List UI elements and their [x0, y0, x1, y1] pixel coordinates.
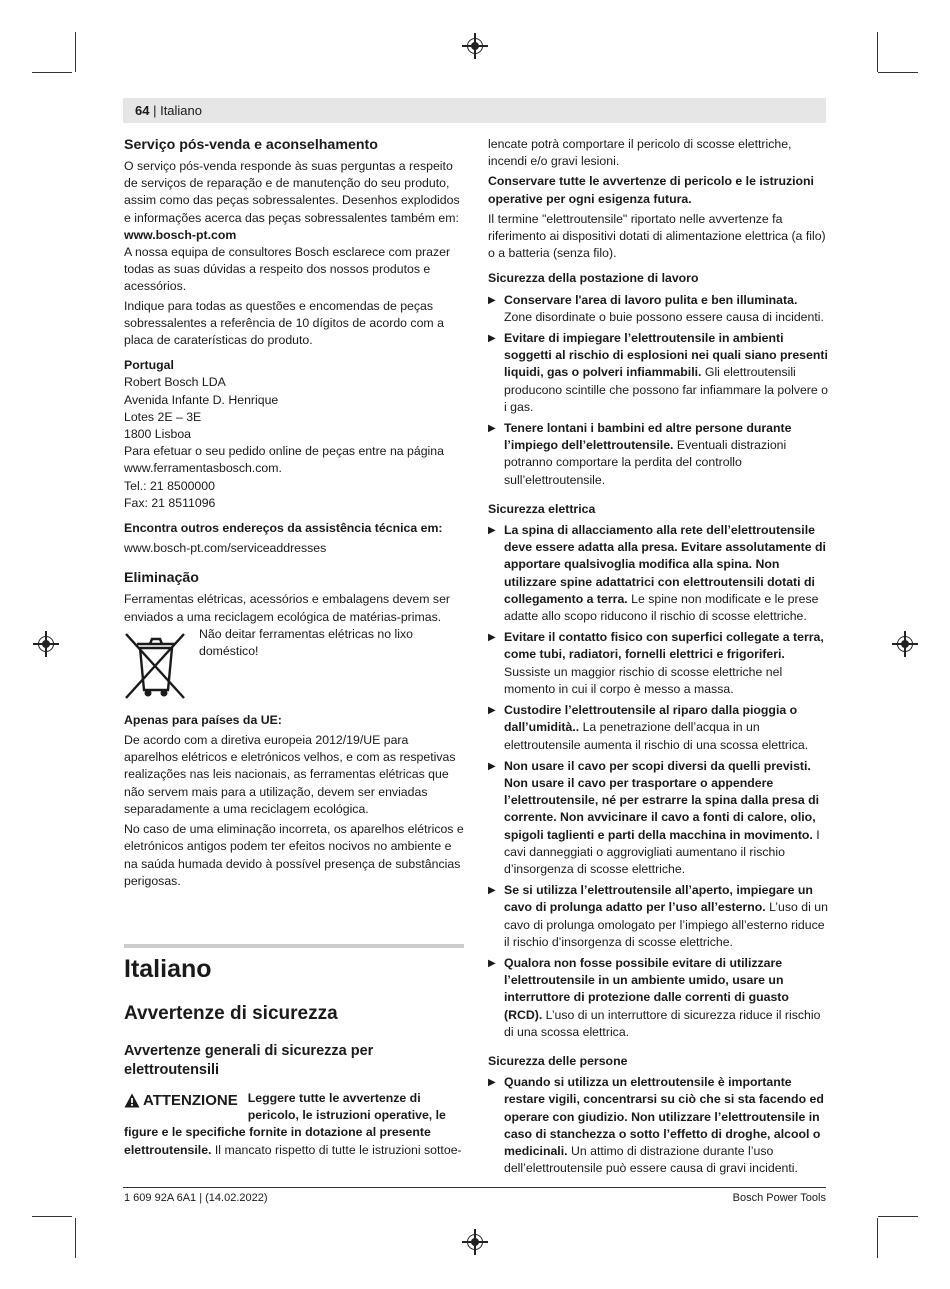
bullet-text: Le spine non modificate e le prese adatte allo scopo riducono il rischio di scosse elettriche.: [504, 591, 819, 624]
bullet-item: [488, 758, 828, 878]
bullet-bold-text: Tenere lontani i bambini ed altre persone durante l’impiego dell’elettroutensile.: [504, 421, 792, 453]
service-paragraph-3: Indique para todas as questões e encomendas de peças sobressalentes a referência de 10 dígitos de acordo com a placa de caraterísticas do produto.: [124, 298, 444, 348]
bullet-arrow-icon: ▶: [488, 957, 496, 969]
warning-label: ATTENZIONE: [143, 1091, 238, 1109]
bullet-item: [488, 330, 828, 416]
persons-heading: Sicurezza delle persone: [488, 1053, 628, 1068]
continued-text: lencate potrà comportare il pericolo di scosse elettriche, incendi e/o gravi lesioni.: [488, 137, 792, 169]
bullet-arrow-icon: ▶: [488, 525, 496, 537]
warning-bold-text: Leggere tutte le avvertenze di pericolo, le istruzioni operative, le figure e le specifiche fornite in dotazione al presente elettroutensile.: [124, 1090, 446, 1157]
bullet-bold-text: Custodire l’elettroutensile al riparo dalla pioggia o dall’umidità..: [504, 703, 798, 735]
service-link[interactable]: www.bosch-pt.com: [124, 227, 237, 242]
bullet-arrow-icon: ▶: [488, 333, 496, 345]
disposal-paragraph: Ferramentas elétricas, acessórios e embalagens devem ser enviados a uma reciclagem ecológica de matérias-primas.: [124, 592, 451, 624]
disposal-heading: Eliminação: [124, 570, 199, 587]
registration-mark-icon: [467, 1234, 483, 1250]
bullet-text: Zone disordinate o buie possono essere causa di incidenti.: [504, 309, 824, 324]
bullet-arrow-icon: ▶: [488, 705, 496, 717]
bullet-bold-text: Non usare il cavo per scopi diversi da quelli previsti. Non usare il cavo per trasportare o appendere l’elettroutensile, né per estrarre la spina dalla presa di corrente. Non avvicinare il cavo a fonti di calore, olio, spigoli taglienti e parti della macchina in movimento.: [504, 758, 820, 842]
address-line: Robert Bosch LDA: [124, 375, 226, 390]
warning-text: Il mancato rispetto di tutte le istruzioni sottoe-: [211, 1142, 462, 1157]
eu-paragraph-2: No caso de uma eliminação incorreta, os aparelhos elétricos e eletrónicos antigos podem ter efeitos nocivos no ambiente e na saúda humada devido à possível presença de substâncias perigosas.: [124, 822, 464, 888]
bullet-item: [488, 522, 828, 625]
left-column: [124, 136, 464, 1159]
crop-mark: [878, 1216, 918, 1217]
registration-mark-icon: [897, 636, 913, 652]
address-line: Para efetuar o seu pedido online de peças entre na página www.ferramentasbosch.com.: [124, 444, 444, 476]
avvertenze-title: Avvertenze di sicurezza: [124, 1002, 338, 1024]
bullet-item: [488, 955, 828, 1041]
bullet-text: La penetrazione dell’acqua in un elettroutensile aumenta il rischio di una scossa elettrica.: [504, 720, 809, 752]
bullet-item: [488, 629, 828, 698]
other-addresses-url[interactable]: www.bosch-pt.com/serviceaddresses: [124, 541, 327, 556]
page-header-text: [135, 103, 202, 118]
page-number: 64: [135, 103, 150, 118]
address-line: Avenida Infante D. Henrique: [124, 392, 279, 407]
crop-mark: [32, 72, 72, 73]
other-addresses-label: Encontra outros endereços da assistência técnica em:: [124, 521, 443, 536]
general-warnings-title: Avvertenze generali di sicurezza per elettroutensili: [124, 1042, 374, 1078]
weee-block: [124, 626, 464, 710]
electrical-list: [488, 522, 828, 1041]
bullet-item: [488, 420, 828, 489]
portugal-label: Portugal: [124, 358, 174, 373]
page-header: [123, 98, 826, 123]
address-line: Lotes 2E – 3E: [124, 409, 202, 424]
eu-paragraph: De acordo com a diretiva europeia 2012/19/UE para aparelhos elétricos e eletrónicos velhos, e com as respetivas realizações nas leis nacionais, as ferramentas elétricas que não servem mais para a utilização, devem ser enviadas separadamente a uma reciclagem ecológica.: [124, 733, 456, 816]
bullet-text: L’uso di un interruttore di sicurezza riduce il rischio di una scossa elettrica.: [504, 1007, 821, 1039]
service-paragraph: [124, 158, 464, 244]
term-definition: Il termine "elettroutensile" riportato nelle avvertenze fa riferimento ai dispositivi dotati di alimentazione elettrica (a filo) o a batteria (senza filo).: [488, 211, 826, 261]
bullet-text: Eventuali distrazioni potranno comportare la perdita del controllo sull’elettroutensile.: [504, 438, 787, 487]
bullet-bold-text: Quando si utilizza un elettroutensile è importante restare vigili, concentrarsi su ciò che si sta facendo ed operare con giudizio. Non utilizzare l’elettroutensile in caso di stanchezza o sotto l’effetto di droghe, alcool o medicinali.: [504, 1075, 824, 1158]
bullet-text: I cavi danneggiati o aggrovigliati aumentano il rischio d’insorgenza di scosse elettriche.: [504, 827, 820, 876]
crop-mark: [877, 1218, 878, 1258]
persons-list: [488, 1074, 828, 1177]
bullet-text: Un attimo di distrazione durante l’uso dell’elettroutensile può essere causa di gravi incidenti.: [504, 1143, 798, 1176]
workplace-heading: Sicurezza della postazione di lavoro: [488, 271, 699, 286]
address-line: 1800 Lisboa: [124, 427, 192, 442]
bullet-arrow-icon: ▶: [488, 632, 496, 644]
bullet-bold-text: Evitare il contatto fisico con superfici collegate a terra, come tubi, radiatori, fornelli elettrici e frigoriferi.: [504, 630, 824, 662]
header-separator: |: [149, 103, 161, 118]
bullet-arrow-icon: ▶: [488, 294, 496, 306]
service-heading: Serviço pós-venda e aconselhamento: [124, 137, 378, 153]
bullet-item: [488, 292, 828, 326]
header-language: Italiano: [160, 103, 202, 118]
crossed-bin-icon: [124, 630, 188, 702]
section-rule: [124, 944, 464, 948]
bullet-bold-text: Evitare di impiegare l’elettroutensile in ambienti soggetti al rischio di esplosioni nei quali siano presenti liquidi, gas o polveri infiammabili.: [504, 331, 828, 380]
workplace-list: [488, 292, 828, 489]
warning-triangle-icon: [124, 1093, 140, 1108]
keep-instructions: Conservare tutte le avvertenze di pericolo e le istruzioni operative per ogni esigenza futura.: [488, 174, 814, 206]
crop-mark: [877, 32, 878, 72]
bullet-bold-text: La spina di allacciamento alla rete dell’elettroutensile deve essere adatta alla presa. Evitare assolutamente di apportare qualsivoglia modifica alla spina. Non utilizzare spine adattatrici con elettroutensili dotati di collegamento a terra.: [504, 523, 826, 606]
bullet-arrow-icon: ▶: [488, 423, 496, 435]
crop-mark: [32, 1216, 72, 1217]
address-block: [124, 374, 464, 512]
eu-label: Apenas para países da UE:: [124, 712, 282, 727]
crop-mark: [75, 1218, 76, 1258]
warning-badge: [124, 1092, 238, 1109]
bullet-bold-text: Conservare l'area di lavoro pulita e ben illuminata.: [504, 292, 798, 307]
address-line: Fax: 21 8511096: [124, 495, 216, 510]
weee-text: Não deitar ferramentas elétricas no lixo doméstico!: [199, 626, 413, 659]
warning-paragraph: [124, 1090, 464, 1159]
footer-brand: Bosch Power Tools: [732, 1192, 826, 1204]
crop-mark: [75, 32, 76, 72]
bullet-arrow-icon: ▶: [488, 1077, 496, 1089]
registration-mark-icon: [38, 636, 54, 652]
bullet-bold-text: Se si utilizza l’elettroutensile all’aperto, impiegare un cavo di prolunga adatto per l’uso all’esterno.: [504, 883, 813, 915]
service-text: O serviço pós-venda responde às suas perguntas a respeito de serviços de reparação e de manutenção do seu produto, assim como das peças sobressalentes. Desenhos explodidos e informações acerca das peças sobressalentes também em:: [124, 159, 460, 225]
bullet-bold-text: Qualora non fosse possibile evitare di utilizzare l’elettroutensile in un ambiente umido, usare un interruttore di protezione dalle correnti di guasto (RCD).: [504, 955, 789, 1022]
bullet-item: [488, 1074, 828, 1177]
italiano-title: Italiano: [124, 954, 212, 983]
address-line: Tel.: 21 8500000: [124, 478, 215, 493]
crop-mark: [878, 72, 918, 73]
bullet-text: L’uso di un cavo di prolunga omologato per l’impiego all’esterno riduce il rischio d’insorgenza di scosse elettriche.: [504, 900, 828, 949]
bullet-text: Sussiste un maggior rischio di scosse elettriche nel momento in cui il corpo è messo a massa.: [504, 664, 783, 696]
right-column: [488, 136, 828, 1181]
registration-mark-icon: [467, 38, 483, 54]
bullet-item: [488, 702, 828, 754]
service-paragraph-2: A nossa equipa de consultores Bosch esclarece com prazer todas as suas dúvidas a respeito dos nossos produtos e acessórios.: [124, 245, 451, 294]
footer-rule: [123, 1187, 826, 1188]
bullet-arrow-icon: ▶: [488, 760, 496, 772]
bullet-text: Gli elettroutensili producono scintille che possono far infiammare la polvere o i gas.: [504, 365, 828, 414]
bullet-arrow-icon: ▶: [488, 885, 496, 897]
electrical-heading: Sicurezza elettrica: [488, 501, 596, 516]
bullet-item: [488, 882, 828, 951]
footer-doc-number: 1 609 92A 6A1 | (14.02.2022): [124, 1192, 268, 1204]
